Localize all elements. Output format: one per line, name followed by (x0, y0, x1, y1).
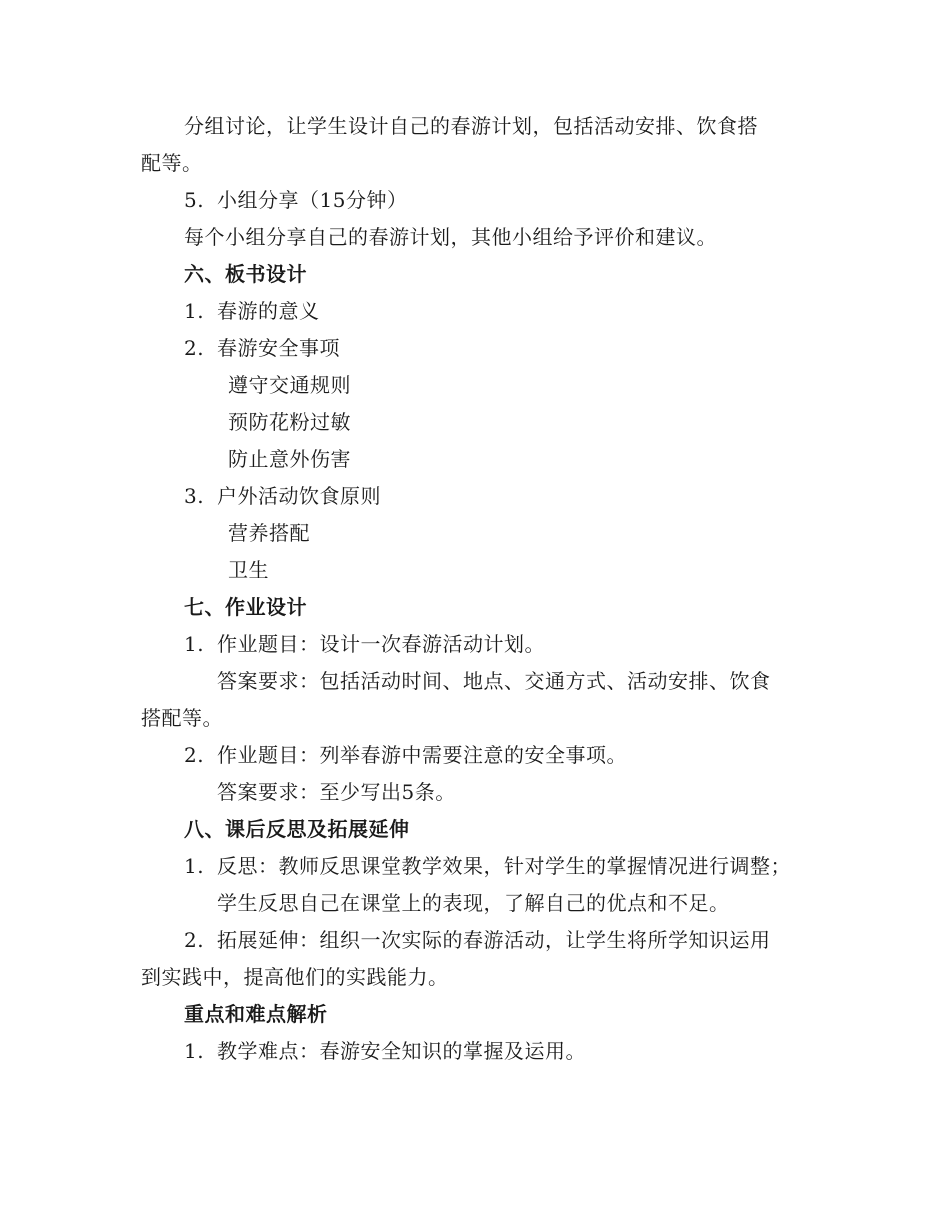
list-item (184, 297, 320, 325)
paragraph-line: 到实践中，提高他们的实践能力。 (141, 965, 449, 989)
section-heading: 八、课后反思及拓展延伸 (184, 817, 410, 841)
list-item-text: 作业题目：列举春游中需要注意的安全事项。 (217, 743, 627, 767)
list-number: 1. (184, 632, 205, 656)
list-number: 5. (184, 188, 205, 212)
list-item-text: 拓展延伸：组织一次实际的春游活动，让学生将所学知识运用 (217, 928, 771, 952)
list-item (184, 1037, 586, 1065)
paragraph-line: 学生反思自己在课堂上的表现，了解自己的优点和不足。 (217, 891, 730, 915)
paragraph-line: 搭配等。 (141, 706, 223, 730)
list-item-text: 春游的意义 (217, 299, 320, 323)
sub-item: 营养搭配 (228, 521, 310, 545)
paragraph-line: 分组讨论，让学生设计自己的春游计划，包括活动安排、饮食搭 (184, 114, 758, 138)
section-heading: 七、作业设计 (184, 595, 307, 619)
list-number: 2. (184, 928, 205, 952)
list-item-text: 反思：教师反思课堂教学效果，针对学生的掌握情况进行调整； (217, 854, 791, 878)
list-item (184, 630, 545, 658)
list-item (184, 852, 791, 880)
list-item (184, 741, 627, 769)
sub-item: 预防花粉过敏 (228, 410, 351, 434)
paragraph-line: 答案要求：包括活动时间、地点、交通方式、活动安排、饮食 (217, 669, 771, 693)
list-item (184, 334, 340, 362)
paragraph-line: 答案要求：至少写出5条。 (217, 780, 456, 804)
sub-item: 卫生 (228, 558, 269, 582)
list-number: 2. (184, 336, 205, 360)
section-heading: 六、板书设计 (184, 262, 307, 286)
list-item-text: 作业题目：设计一次春游活动计划。 (217, 632, 545, 656)
list-number: 1. (184, 854, 205, 878)
list-item (184, 482, 381, 510)
list-item-text: 教学难点：春游安全知识的掌握及运用。 (217, 1039, 586, 1063)
paragraph-line: 每个小组分享自己的春游计划，其他小组给予评价和建议。 (184, 225, 717, 249)
paragraph-line: 配等。 (141, 151, 203, 175)
section-heading: 重点和难点解析 (184, 1002, 328, 1026)
list-number: 3. (184, 484, 205, 508)
list-item-text: 户外活动饮食原则 (217, 484, 381, 508)
list-number: 1. (184, 1039, 205, 1063)
list-item (184, 926, 771, 954)
list-number: 2. (184, 743, 205, 767)
list-item (184, 186, 407, 214)
sub-item: 防止意外伤害 (228, 447, 351, 471)
list-item-text: 小组分享（15分钟） (217, 188, 408, 212)
list-number: 1. (184, 299, 205, 323)
sub-item: 遵守交通规则 (228, 373, 351, 397)
list-item-text: 春游安全事项 (217, 336, 340, 360)
